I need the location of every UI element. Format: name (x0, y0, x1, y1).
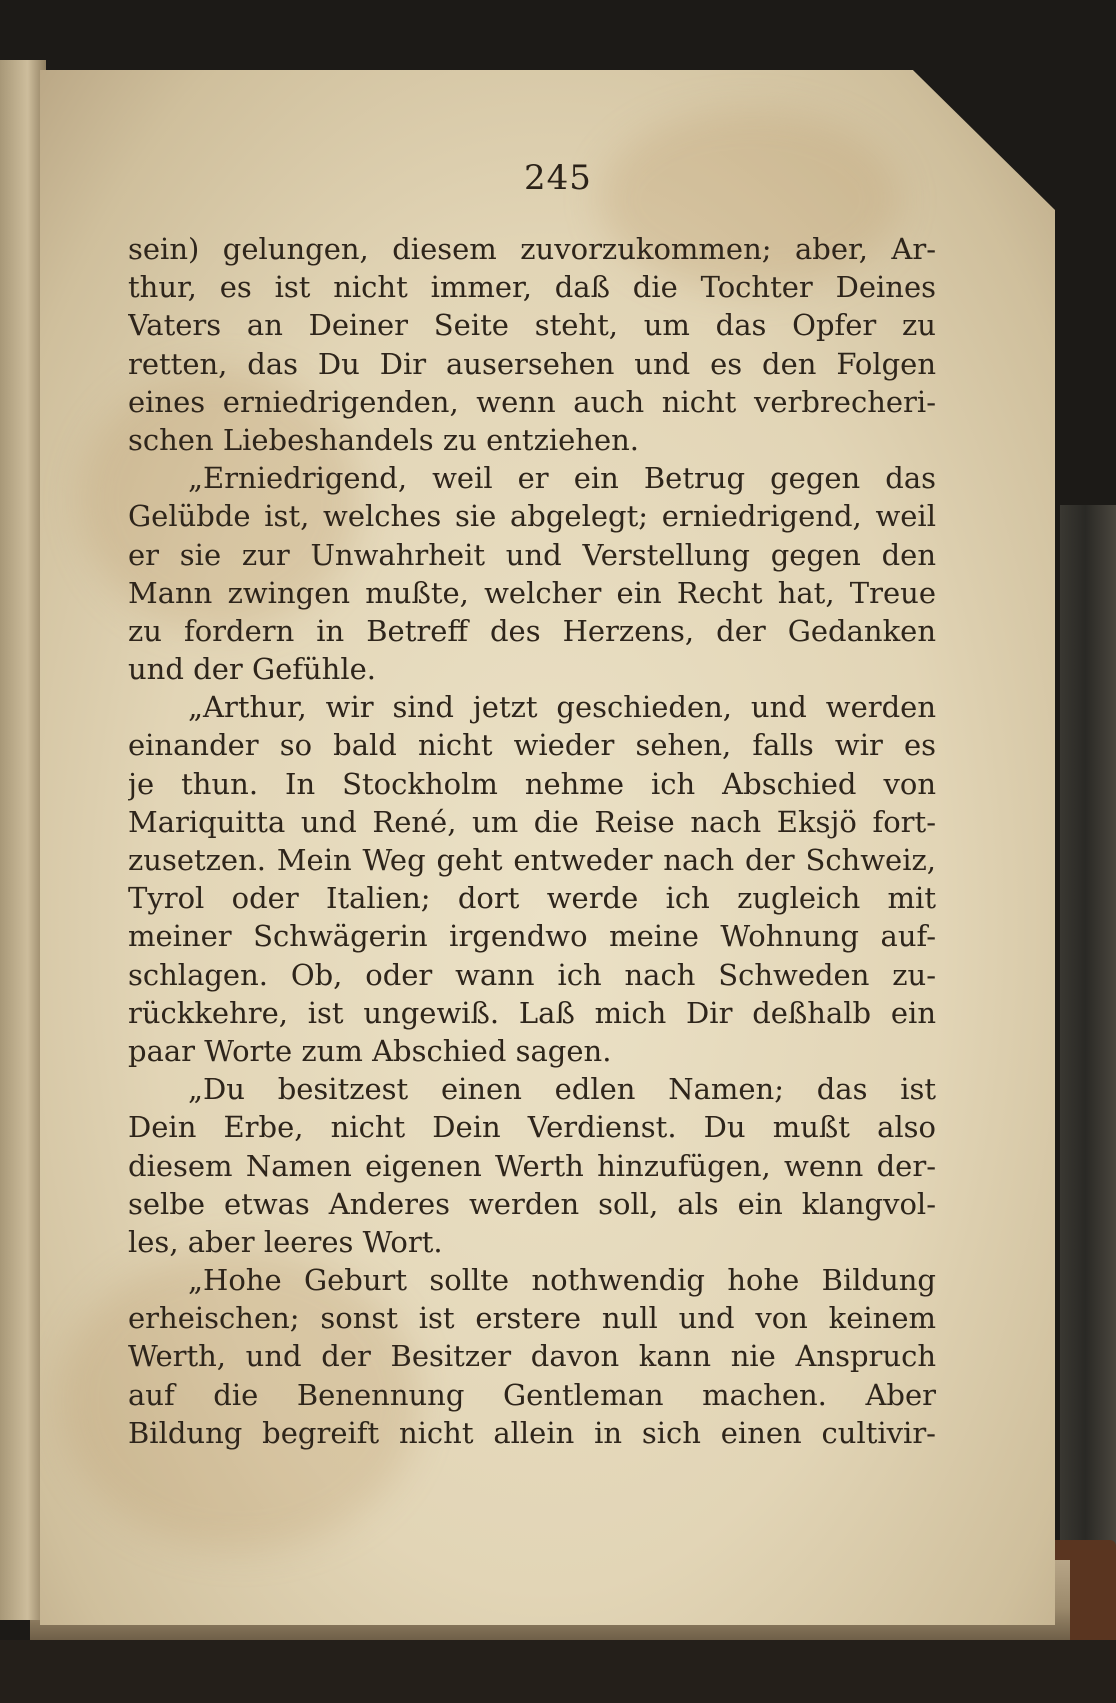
text-line: retten, das Du Dir ausersehen und es den Folgen (128, 346, 936, 381)
text-line: „Arthur, wir sind jetzt geschieden, und werden (188, 690, 936, 725)
page-number: 245 (524, 158, 592, 198)
text-line: „Hohe Geburt sollte nothwendig hohe Bildung (188, 1263, 936, 1298)
text-line: zusetzen. Mein Weg geht entweder nach der Schweiz, (128, 843, 936, 877)
page-text (128, 230, 936, 1452)
text-line: erheischen; sonst ist erstere null und von keinem (128, 1301, 936, 1336)
text-line: Tyrol oder Italien; dort werde ich zugleich mit (128, 881, 936, 916)
book-cover-edge (1060, 505, 1116, 1655)
text-line: sein) gelungen, diesem zuvorzukommen; aber, Ar- (128, 232, 936, 266)
text-line: Mariquitta und René, um die Reise nach Eksjö fort- (128, 804, 936, 839)
text-line: Bildung begreift nicht allein in sich einen cultivir- (128, 1415, 936, 1450)
text-line: auf die Benennung Gentleman machen. Aber (128, 1377, 936, 1412)
text-line: Gelübde ist, welches sie abgelegt; erniedrigend, weil (128, 499, 936, 534)
text-line: paar Worte zum Abschied sagen. (128, 1033, 612, 1068)
text-line: er sie zur Unwahrheit und Verstellung gegen den (128, 537, 936, 572)
text-line: thur, es ist nicht immer, daß die Tochter Deines (128, 270, 936, 305)
text-line: meiner Schwägerin irgendwo meine Wohnung auf- (128, 919, 936, 954)
text-line: rückkehre, ist ungewiß. Laß mich Dir deßhalb ein (128, 995, 936, 1030)
text-line: Mann zwingen mußte, welcher ein Recht hat, Treue (128, 575, 936, 610)
text-line: und der Gefühle. (128, 652, 377, 687)
text-line: Vaters an Deiner Seite steht, um das Opfer zu (128, 308, 936, 343)
text-line: „Erniedrigend, weil er ein Betrug gegen das (188, 461, 936, 496)
text-line: schlagen. Ob, oder wann ich nach Schweden zu- (128, 957, 936, 992)
page-gutter (0, 60, 46, 1620)
text-line: Werth, und der Besitzer davon kann nie Anspruch (128, 1339, 936, 1374)
text-line: les, aber leeres Wort. (128, 1224, 443, 1259)
text-line: einander so bald nicht wieder sehen, falls wir es (128, 728, 936, 763)
text-line: zu fordern in Betreff des Herzens, der Gedanken (128, 613, 936, 648)
text-line: selbe etwas Anderes werden soll, als ein klangvol- (128, 1186, 936, 1221)
text-line: Dein Erbe, nicht Dein Verdienst. Du mußt also (128, 1110, 936, 1145)
text-line: diesem Namen eigenen Werth hinzufügen, wenn der- (128, 1148, 936, 1183)
book-cover-bottom (0, 1640, 1116, 1703)
text-line: schen Liebeshandels zu entziehen. (128, 422, 640, 457)
text-line: je thun. In Stockholm nehme ich Abschied von (128, 766, 936, 801)
text-line: „Du besitzest einen edlen Namen; das ist (188, 1072, 936, 1107)
text-line: eines erniedrigenden, wenn auch nicht verbrecheri- (128, 384, 936, 419)
